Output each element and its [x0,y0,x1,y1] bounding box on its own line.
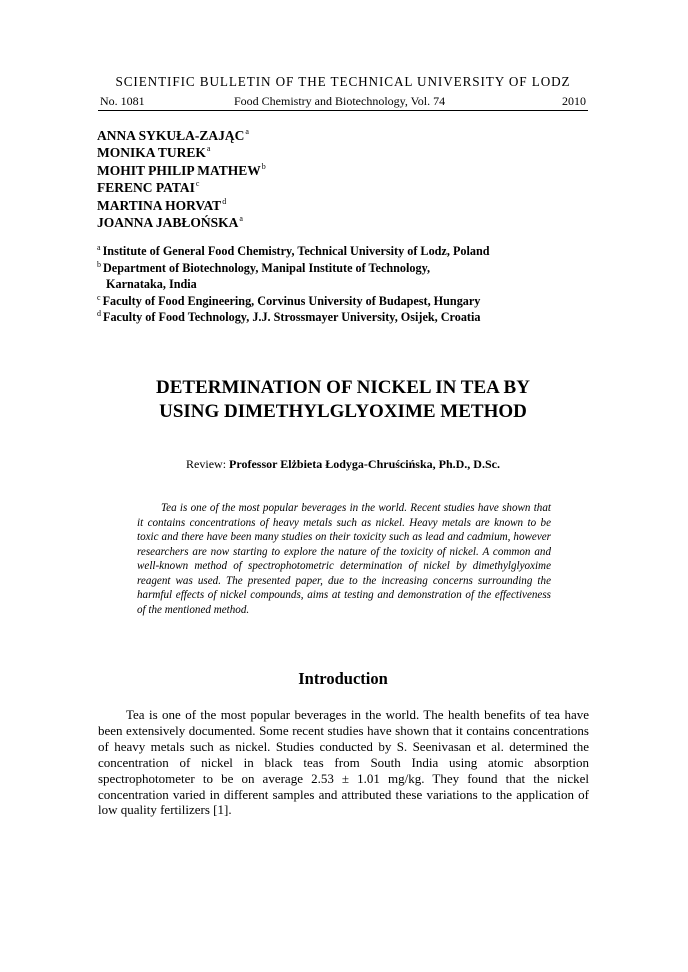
issue-header [98,94,588,111]
affiliation-mark: d [222,196,227,206]
abstract-text: Tea is one of the most popular beverages in the world. Recent studies have shown that it contains concentrations of heavy metals such as nickel. Heavy metals are known to be toxic and there have been many studies on their toxicity such as lead and cadmium, however researchers are now starting to explore the nature of the toxicity of nickel. A common and well-known method of spectrophotometric determination of nickel by dimethylglyoxime reagent was used. The presented paper, due to the increasing concerns surrounding the harmful effects of nickel compounds, aims at testing and demonstration of the effectiveness of the mentioned method. [137,502,551,616]
section-heading: Introduction [298,669,388,688]
affiliation [97,260,587,277]
affiliation-text: Faculty of Food Engineering, Corvinus University of Budapest, Hungary [102,293,481,308]
author-name: MONIKA TUREK [97,145,206,161]
author-name: MARTINA HORVAT [97,197,222,213]
review-label: Review: [186,457,230,471]
paper-title [98,376,588,424]
affiliation-continuation: Karnataka, India [106,277,197,292]
affiliation-mark: c [97,292,101,302]
author-name: ANNA SYKUŁA-ZAJĄC [97,128,245,143]
affiliation-mark: c [195,179,200,189]
affiliation-mark: a [239,214,243,224]
affiliation-text: Institute of General Food Chemistry, Technical University of Lodz, Poland [102,244,490,258]
affiliation [97,309,587,326]
issue-number: No. 1081 [100,94,145,108]
author [97,214,577,231]
author [97,179,577,196]
affiliation-mark: b [261,161,266,171]
author-name: JOANNA JABŁOŃSKA [97,215,239,231]
affiliation-mark: a [206,144,211,154]
affiliation-mark: a [245,127,249,136]
title-line: USING DIMETHYLGLYOXIME METHOD [159,401,527,422]
affiliation-text: Faculty of Food Technology, J.J. Strossmayer University, Osijek, Croatia [103,310,481,325]
journal-title: SCIENTIFIC BULLETIN OF THE TECHNICAL UNIVERSITY OF LODZ [115,74,571,89]
author [97,127,577,144]
abstract [137,501,551,617]
publication-year: 2010 [562,94,586,108]
introduction-body [98,707,589,818]
affiliation-mark: a [97,243,101,252]
author-name: MOHIT PHILIP MATHEW [97,162,261,178]
author [97,162,577,179]
affiliation-text: Department of Biotechnology, Manipal Institute of Technology, [103,260,431,275]
author-name: FERENC PATAI [97,180,195,196]
affiliation [97,243,587,260]
affiliation-list [97,243,587,326]
author [97,197,577,214]
reviewer-name: Professor Elżbieta Łodyga-Chruścińska, Ph.D., D.Sc. [229,457,500,471]
series-volume: Food Chemistry and Biotechnology, Vol. 74 [234,94,446,108]
author-list [97,127,577,231]
affiliation-mark: b [97,259,101,269]
affiliation [97,293,587,310]
author [97,144,577,161]
affiliation-mark: d [97,309,101,319]
review-line [98,457,588,471]
title-line: DETERMINATION OF NICKEL IN TEA BY [156,377,530,398]
introduction-paragraph: Tea is one of the most popular beverages in the world. The health benefits of tea have been extensively documented. Some recent studies have shown that it contains concentrations of heavy metals such as nickel. Studies conducted by S. Seenivasan et al. determined the concentration of nickel in black teas from South India using atomic absorption spectrophotometer to be on average 2.53 ± 1.01 mg/kg. They found that the nickel concentration varied in different samples and attributed these variations to the application of low quality fertilizers [1]. [98,707,589,818]
